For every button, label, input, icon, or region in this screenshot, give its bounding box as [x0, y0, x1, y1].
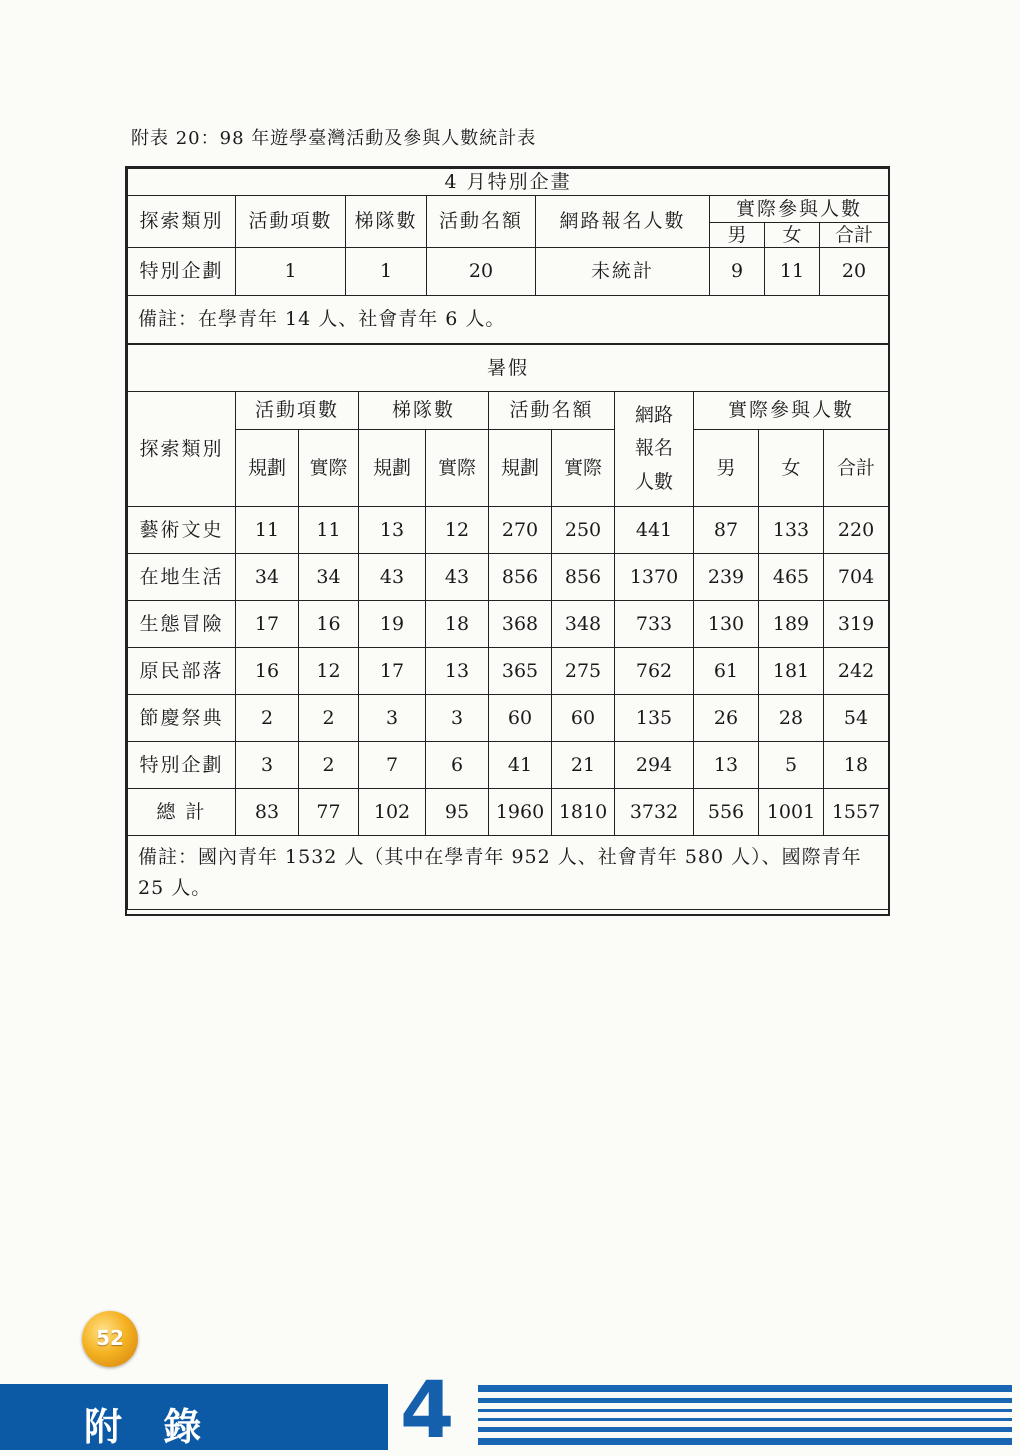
cell: 77 [299, 789, 359, 836]
cell: 856 [489, 554, 552, 601]
row-category: 總 計 [128, 789, 236, 836]
cell: 365 [489, 648, 552, 695]
cell: 61 [694, 648, 759, 695]
summer-header-activities-plan: 規劃 [236, 430, 299, 507]
cell: 11 [299, 507, 359, 554]
april-cell-teams: 1 [346, 248, 427, 296]
cell: 28 [759, 695, 824, 742]
cell: 26 [694, 695, 759, 742]
row-category: 特別企劃 [128, 742, 236, 789]
cell: 11 [236, 507, 299, 554]
cell: 762 [615, 648, 694, 695]
footer-stripe [478, 1418, 1012, 1421]
cell: 133 [759, 507, 824, 554]
cell: 43 [359, 554, 426, 601]
cell: 270 [489, 507, 552, 554]
april-note: 備註：在學青年 14 人、社會青年 6 人。 [128, 296, 889, 344]
summer-title: 暑假 [128, 345, 889, 392]
cell: 43 [426, 554, 489, 601]
summer-table [127, 344, 889, 910]
cell: 250 [552, 507, 615, 554]
april-cell-quota: 20 [427, 248, 536, 296]
page-number: 52 [96, 1326, 124, 1350]
summer-header-actual: 實際參與人數 [694, 392, 889, 430]
table-row [128, 695, 889, 742]
cell: 13 [426, 648, 489, 695]
cell: 704 [824, 554, 889, 601]
cell: 13 [359, 507, 426, 554]
april-title: 4 月特別企畫 [128, 169, 889, 196]
cell: 3 [359, 695, 426, 742]
row-category: 藝術文史 [128, 507, 236, 554]
footer-stripe [478, 1427, 1012, 1432]
section-label: 附 錄 [84, 1404, 216, 1449]
cell: 189 [759, 601, 824, 648]
cell: 1960 [489, 789, 552, 836]
april-cell-male: 9 [710, 248, 765, 296]
table-row [128, 742, 889, 789]
cell: 294 [615, 742, 694, 789]
april-header-actual: 實際參與人數 [710, 196, 889, 223]
cell: 348 [552, 601, 615, 648]
cell: 60 [489, 695, 552, 742]
row-category: 原民部落 [128, 648, 236, 695]
chapter-number: 4 [400, 1366, 455, 1456]
cell: 13 [694, 742, 759, 789]
cell: 95 [426, 789, 489, 836]
cell: 34 [299, 554, 359, 601]
cell: 12 [299, 648, 359, 695]
cell: 16 [299, 601, 359, 648]
cell: 856 [552, 554, 615, 601]
cell: 21 [552, 742, 615, 789]
summer-header-quota-real: 實際 [552, 430, 615, 507]
summer-header-online-line2: 報名 [634, 437, 673, 460]
cell: 220 [824, 507, 889, 554]
table-row [128, 248, 889, 296]
cell: 242 [824, 648, 889, 695]
cell: 17 [359, 648, 426, 695]
april-header-activities: 活動項數 [236, 196, 346, 248]
statistics-table [125, 166, 890, 916]
april-header-quota: 活動名額 [427, 196, 536, 248]
table-row [128, 648, 889, 695]
summer-header-teams-real: 實際 [426, 430, 489, 507]
summer-header-quota-plan: 規劃 [489, 430, 552, 507]
table-row [128, 507, 889, 554]
april-header-teams: 梯隊數 [346, 196, 427, 248]
summer-header-total: 合計 [824, 430, 889, 507]
april-cell-female: 11 [765, 248, 820, 296]
footer-stripe [478, 1438, 1012, 1445]
summer-header-category: 探索類別 [128, 392, 236, 507]
cell: 18 [426, 601, 489, 648]
cell: 181 [759, 648, 824, 695]
cell: 19 [359, 601, 426, 648]
cell: 130 [694, 601, 759, 648]
april-header-male: 男 [710, 223, 765, 248]
april-header-online: 網路報名人數 [536, 196, 710, 248]
cell: 733 [615, 601, 694, 648]
table-row-total [128, 789, 889, 836]
footer-stripe [478, 1409, 1012, 1412]
april-table [127, 168, 889, 344]
summer-header-online [615, 392, 694, 507]
cell: 441 [615, 507, 694, 554]
cell: 12 [426, 507, 489, 554]
summer-header-teams-plan: 規劃 [359, 430, 426, 507]
cell: 239 [694, 554, 759, 601]
cell: 102 [359, 789, 426, 836]
cell: 368 [489, 601, 552, 648]
page-number-badge [82, 1311, 138, 1367]
cell: 3 [236, 742, 299, 789]
cell: 556 [694, 789, 759, 836]
cell: 18 [824, 742, 889, 789]
summer-header-online-line1: 網路 [634, 404, 673, 427]
cell: 17 [236, 601, 299, 648]
april-header-female: 女 [765, 223, 820, 248]
footer-stripe [478, 1398, 1012, 1403]
cell: 6 [426, 742, 489, 789]
cell: 1810 [552, 789, 615, 836]
row-category: 節慶祭典 [128, 695, 236, 742]
cell: 54 [824, 695, 889, 742]
summer-header-female: 女 [759, 430, 824, 507]
table-caption: 附表 20：98 年遊學臺灣活動及參與人數統計表 [131, 128, 537, 149]
cell: 16 [236, 648, 299, 695]
cell: 135 [615, 695, 694, 742]
cell: 87 [694, 507, 759, 554]
cell: 60 [552, 695, 615, 742]
cell: 2 [299, 742, 359, 789]
cell: 2 [236, 695, 299, 742]
cell: 3732 [615, 789, 694, 836]
cell: 3 [426, 695, 489, 742]
cell: 41 [489, 742, 552, 789]
cell: 1001 [759, 789, 824, 836]
cell: 34 [236, 554, 299, 601]
row-category: 生態冒險 [128, 601, 236, 648]
row-category: 在地生活 [128, 554, 236, 601]
cell: 1557 [824, 789, 889, 836]
april-header-category: 探索類別 [128, 196, 236, 248]
april-cell-online: 未統計 [536, 248, 710, 296]
summer-header-activities-real: 實際 [299, 430, 359, 507]
table-row [128, 554, 889, 601]
cell: 5 [759, 742, 824, 789]
footer-stripe [478, 1385, 1012, 1392]
summer-header-quota: 活動名額 [489, 392, 615, 430]
april-cell-activities: 1 [236, 248, 346, 296]
cell: 1370 [615, 554, 694, 601]
april-cell-category: 特別企劃 [128, 248, 236, 296]
section-bar [0, 1384, 388, 1450]
cell: 465 [759, 554, 824, 601]
cell: 275 [552, 648, 615, 695]
cell: 2 [299, 695, 359, 742]
cell: 319 [824, 601, 889, 648]
april-cell-total: 20 [820, 248, 889, 296]
summer-header-teams: 梯隊數 [359, 392, 489, 430]
summer-header-male: 男 [694, 430, 759, 507]
summer-header-activities: 活動項數 [236, 392, 359, 430]
cell: 7 [359, 742, 426, 789]
cell: 83 [236, 789, 299, 836]
summer-note: 備註：國內青年 1532 人（其中在學青年 952 人、社會青年 580 人）、國際青年 25 人。 [128, 836, 889, 910]
april-header-total: 合計 [820, 223, 889, 248]
table-row [128, 601, 889, 648]
summer-header-online-line3: 人數 [634, 470, 673, 493]
